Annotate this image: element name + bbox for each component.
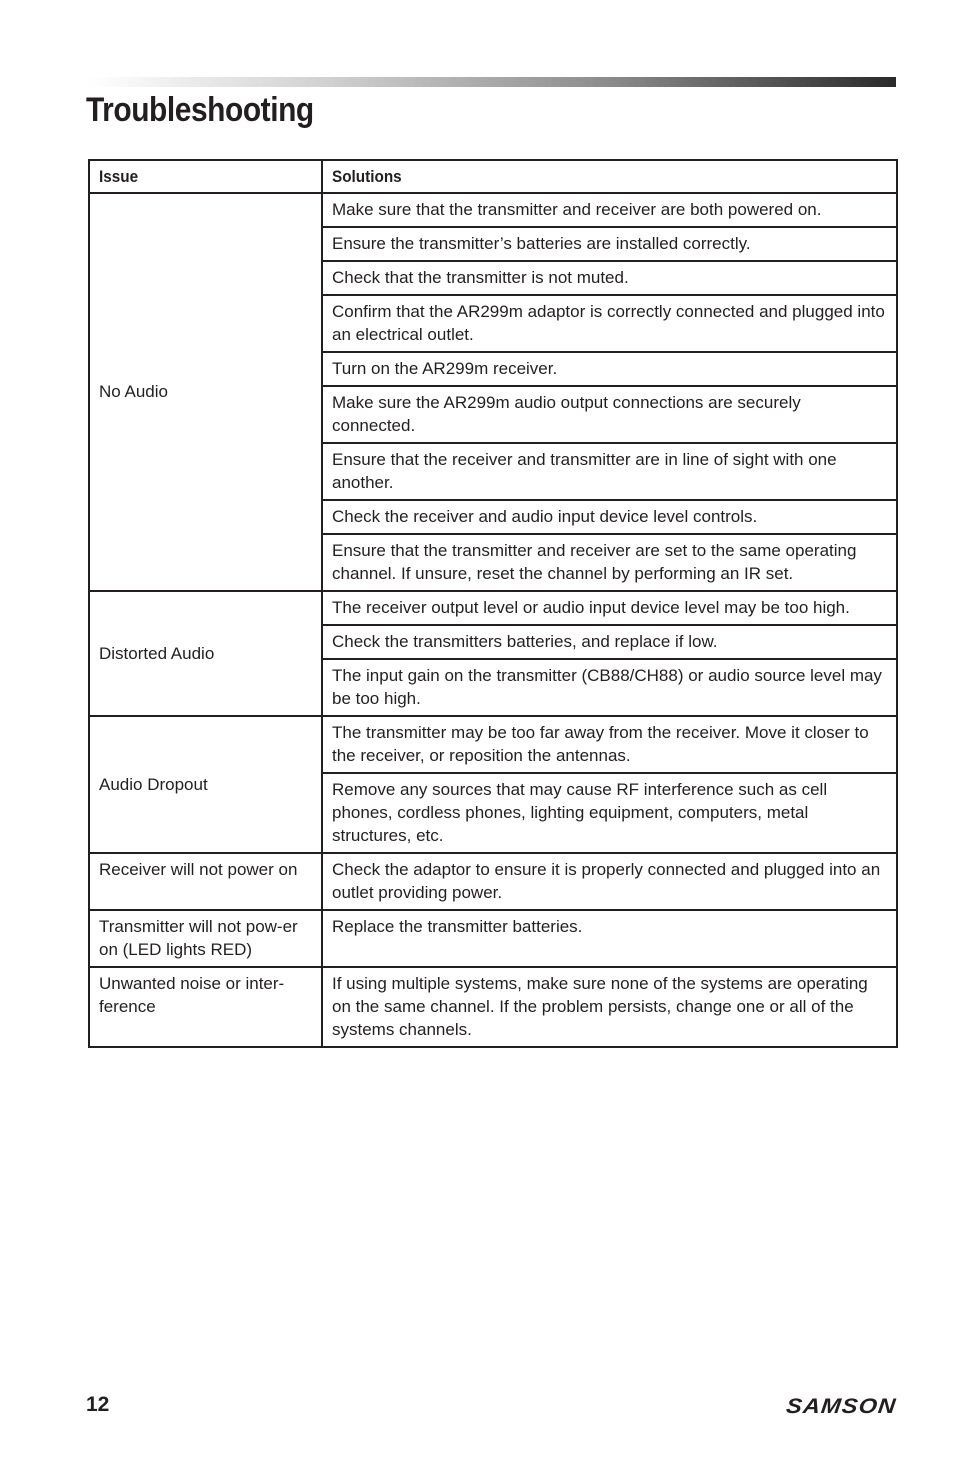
table-row	[89, 853, 897, 910]
solution-cell: Ensure that the receiver and transmitter are in line of sight with one another.	[322, 443, 897, 500]
issue-cell: Transmitter will not pow-er on (LED lights RED)	[89, 910, 322, 967]
table-row	[89, 591, 897, 625]
solution-cell: The input gain on the transmitter (CB88/CH88) or audio source level may be too high.	[322, 659, 897, 716]
solution-cell: If using multiple systems, make sure none of the systems are operating on the same channel. If the problem persists, change one or all of the systems channels.	[322, 967, 897, 1047]
solution-cell: Check the receiver and audio input device level controls.	[322, 500, 897, 534]
solutions-column-header: Solutions	[322, 160, 897, 193]
solution-cell: Remove any sources that may cause RF interference such as cell phones, cordless phones, lighting equipment, computers, metal structures, etc.	[322, 773, 897, 853]
samson-logo: SAMSON	[784, 1395, 898, 1418]
solution-cell: Make sure that the transmitter and receiver are both powered on.	[322, 193, 897, 227]
issue-cell: No Audio	[89, 193, 322, 591]
issue-cell: Receiver will not power on	[89, 853, 322, 910]
solution-cell: Make sure the AR299m audio output connections are securely connected.	[322, 386, 897, 443]
solution-cell: The receiver output level or audio input device level may be too high.	[322, 591, 897, 625]
table-row	[89, 910, 897, 967]
troubleshooting-table	[88, 159, 898, 1048]
solution-cell: Ensure that the transmitter and receiver are set to the same operating channel. If unsure, reset the channel by performing an IR set.	[322, 534, 897, 591]
issue-cell: Unwanted noise or inter-ference	[89, 967, 322, 1047]
table-header-row	[89, 160, 897, 193]
issue-cell: Distorted Audio	[89, 591, 322, 716]
solution-cell: The transmitter may be too far away from the receiver. Move it closer to the receiver, or reposition the antennas.	[322, 716, 897, 773]
table-row	[89, 967, 897, 1047]
solution-cell: Confirm that the AR299m adaptor is correctly connected and plugged into an electrical outlet.	[322, 295, 897, 352]
page-title: Troubleshooting	[86, 91, 314, 129]
table-row	[89, 716, 897, 773]
issue-cell: Audio Dropout	[89, 716, 322, 853]
solution-cell: Check the adaptor to ensure it is properly connected and plugged into an outlet providing power.	[322, 853, 897, 910]
solution-cell: Replace the transmitter batteries.	[322, 910, 897, 967]
table-row	[89, 193, 897, 227]
issue-column-header: Issue	[89, 160, 322, 193]
solution-cell: Check that the transmitter is not muted.	[322, 261, 897, 295]
header-rule	[88, 77, 896, 87]
page-number: 12	[86, 1393, 110, 1416]
solution-cell: Ensure the transmitter’s batteries are installed correctly.	[322, 227, 897, 261]
solution-cell: Check the transmitters batteries, and replace if low.	[322, 625, 897, 659]
solution-cell: Turn on the AR299m receiver.	[322, 352, 897, 386]
